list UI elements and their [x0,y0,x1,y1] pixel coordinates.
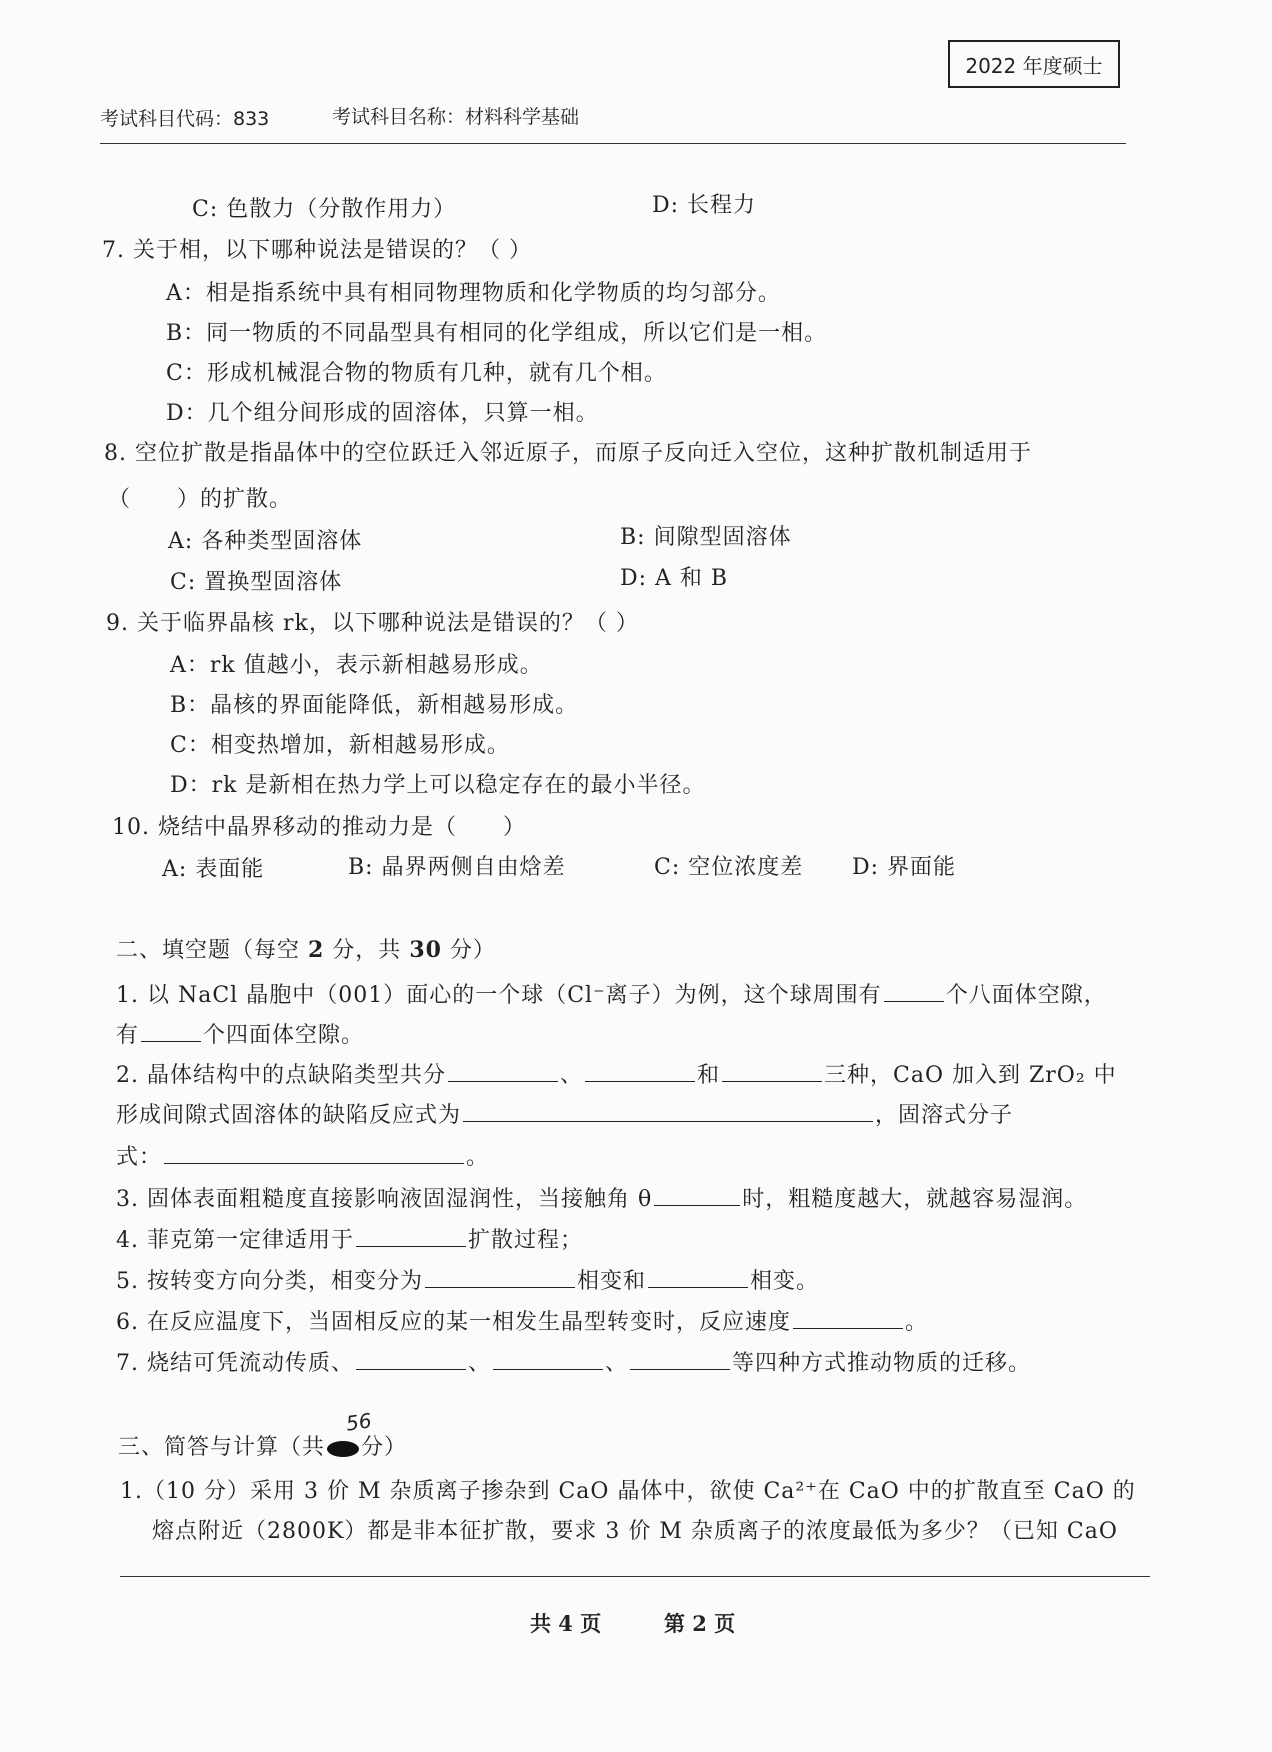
fill-blank[interactable] [463,1101,873,1122]
q10-stem: 10. 烧结中晶界移动的推动力是（ ） [112,815,526,840]
year-label-box [948,40,1120,88]
fill-2-line1: 2. 晶体结构中的点缺陷类型共分 、 和 三种，CaO 加入到 ZrO₂ 中 [116,1063,1117,1088]
problem-1-line2: 熔点附近（2800K）都是非本征扩散，要求 3 价 M 杂质离子的浓度最低为多少？（已知 CaO [152,1519,1118,1544]
fill-blank[interactable] [164,1143,464,1164]
q8-option-c: C: 置换型固溶体 [170,570,343,595]
subject-name: 考试科目名称：材料科学基础 [332,106,580,128]
q8-option-b: B: 间隙型固溶体 [620,525,792,550]
fill-blank[interactable] [356,1349,466,1370]
fill-blank[interactable] [630,1349,730,1370]
fill-1-line1: 1. 以 NaCl 晶胞中（001）面心的一个球（Cl⁻离子）为例，这个球周围有 个八面体空隙， [116,983,1107,1008]
fill-blank[interactable] [493,1349,603,1370]
fill-blank[interactable] [654,1185,740,1206]
q10-option-d: D: 界面能 [852,855,957,880]
q7-option-b: B：同一物质的不同晶型具有相同的化学组成，所以它们是一相。 [166,321,828,346]
q10-option-b: B: 晶界两侧自由焓差 [348,855,566,880]
section-2-title: 二、填空题（每空 2 分，共 30 分） [116,937,496,963]
q9-option-c: C：相变热增加，新相越易形成。 [170,733,510,758]
q9-option-a: A：rk 值越小，表示新相越易形成。 [170,653,543,678]
header-rule [100,143,1126,144]
fill-blank[interactable] [141,1021,201,1042]
fill-blank[interactable] [356,1226,466,1247]
fill-blank[interactable] [648,1267,748,1288]
handwritten-score: 56 [344,1408,373,1436]
q7-option-a: A：相是指系统中具有相同物理物质和化学物质的均匀部分。 [166,281,781,306]
q9-option-d: D：rk 是新相在热力学上可以稳定存在的最小半径。 [170,773,706,798]
fill-2-line3: 式： 。 [116,1145,490,1170]
q7-option-d: D：几个组分间形成的固溶体，只算一相。 [166,401,599,426]
problem-1-line1: 1.（10 分）采用 3 价 M 杂质离子掺杂到 CaO 晶体中，欲使 Ca²⁺在 CaO 中的扩散直至 CaO 的 [120,1479,1136,1504]
subject-code: 考试科目代码：833 [100,108,270,130]
q9-stem: 9. 关于临界晶核 rk，以下哪种说法是错误的？（ ） [106,611,639,636]
footer-total-pages: 共 4 页 [530,1611,602,1636]
fill-blank[interactable] [793,1308,903,1329]
q10-option-c: C: 空位浓度差 [654,855,804,880]
q8-option-d: D: A 和 B [620,566,729,591]
q8-stem-line1: 8. 空位扩散是指晶体中的空位跃迁入邻近原子，而原子反向迁入空位，这种扩散机制适用于 [104,441,1032,466]
fill-blank[interactable] [585,1061,695,1082]
q7-option-c: C：形成机械混合物的物质有几种，就有几个相。 [166,361,667,386]
fill-1-line2: 有 个四面体空隙。 [116,1023,365,1048]
fill-6: 6. 在反应温度下，当固相反应的某一相发生晶型转变时，反应速度 。 [116,1310,929,1335]
q8-stem-line2: （ ）的扩散。 [108,487,293,512]
fill-3: 3. 固体表面粗糙度直接影响液固湿润性，当接触角 θ 时，粗糙度越大，就越容易湿润。 [116,1187,1088,1212]
year-label: 2022 年度硕士 [965,53,1103,78]
q9-option-b: B：晶核的界面能降低，新相越易形成。 [170,693,579,718]
fill-blank[interactable] [722,1061,822,1082]
q6-option-c: C: 色散力（分散作用力） [192,197,457,222]
fill-2-line2: 形成间隙式固溶体的缺陷反应式为 ，固溶式分子 [116,1103,1014,1128]
q10-option-a: A: 表面能 [162,857,265,882]
section-3-title: 三、简答与计算（共 分） [118,1435,408,1460]
fill-4: 4. 菲克第一定律适用于 扩散过程； [116,1228,583,1253]
fill-blank[interactable] [884,981,944,1002]
footer-rule [120,1576,1150,1577]
fill-7: 7. 烧结可凭流动传质、 、 、 等四种方式推动物质的迁移。 [116,1351,1032,1376]
q7-stem: 7. 关于相，以下哪种说法是错误的？（ ） [102,238,532,263]
footer-page-number: 第 2 页 [664,1611,736,1636]
fill-blank[interactable] [448,1061,558,1082]
fill-5: 5. 按转变方向分类，相变分为 相变和 相变。 [116,1269,820,1294]
q6-option-d: D: 长程力 [652,193,757,218]
ink-blot-mark [325,1437,361,1459]
q8-option-a: A: 各种类型固溶体 [168,529,363,554]
fill-blank[interactable] [425,1267,575,1288]
